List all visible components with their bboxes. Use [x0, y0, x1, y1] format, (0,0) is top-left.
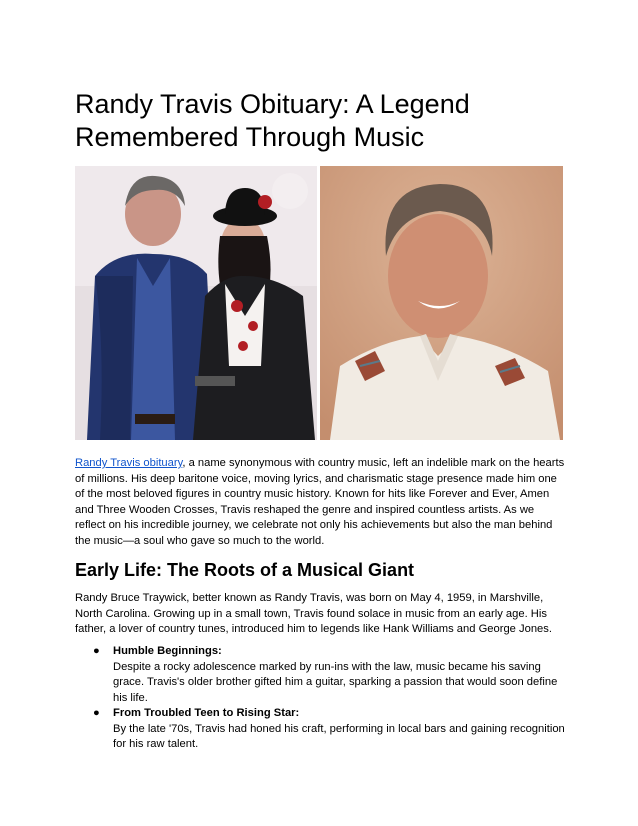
photo-collage: [75, 166, 563, 440]
bullet-heading: Humble Beginnings: [113, 645, 219, 657]
bullet-list: [75, 644, 567, 753]
bullet-marker: ●: [93, 707, 100, 719]
list-item: ● From Troubled Teen to Rising Star: By the late '70s, Travis had honed his craft, performing in local bars and gaining recognition for his raw talent.: [93, 707, 565, 750]
bullet-heading: From Troubled Teen to Rising Star: [113, 707, 296, 719]
intro-text: , a name synonymous with country music, left an indelible mark on the hearts of millions. His deep baritone voice, moving lyrics, and charismatic stage presence made him one of the most beloved figures in country music history. Known for hits like Forever and Ever, Amen and Three Wooden Crosses, Travis reshaped the genre and inspired countless artists. As we reflect on his incredible journey, we celebrate not only his achievements but also the man behind the music—a soul who gave so much to the world.: [75, 457, 565, 547]
portrait-photo: [320, 166, 563, 440]
section-heading: Early Life: The Roots of a Musical Giant: [75, 560, 415, 580]
couple-photo: [75, 166, 317, 440]
bullet-text: By the late '70s, Travis had honed his craft, performing in local bars and gaining recognition for his raw talent.: [113, 722, 565, 750]
obituary-link[interactable]: Randy Travis obituary: [75, 457, 183, 469]
article-title: Randy Travis Obituary: A Legend Remembered Through Music: [75, 89, 470, 152]
intro-paragraph: [75, 456, 567, 549]
bullet-text: Despite a rocky adolescence marked by run-ins with the law, music became his saving grace. Travis's older brother gifted him a guitar, sparking a passion that would soon define his life.: [113, 660, 558, 704]
early-life-paragraph: Randy Bruce Traywick, better known as Randy Travis, was born on May 4, 1959, in Marshville, North Carolina. Growing up in a small town, Travis found solace in music from an early age. His father, a lover of country tunes, introduced him to legends like Hank Williams and George Jones.: [75, 592, 552, 635]
bullet-marker: ●: [93, 645, 100, 657]
list-item: ● Humble Beginnings: Despite a rocky adolescence marked by run-ins with the law, music became his saving grace. Travis's older brother gifted him a guitar, sparking a passion that would soon define his life.: [93, 645, 558, 704]
